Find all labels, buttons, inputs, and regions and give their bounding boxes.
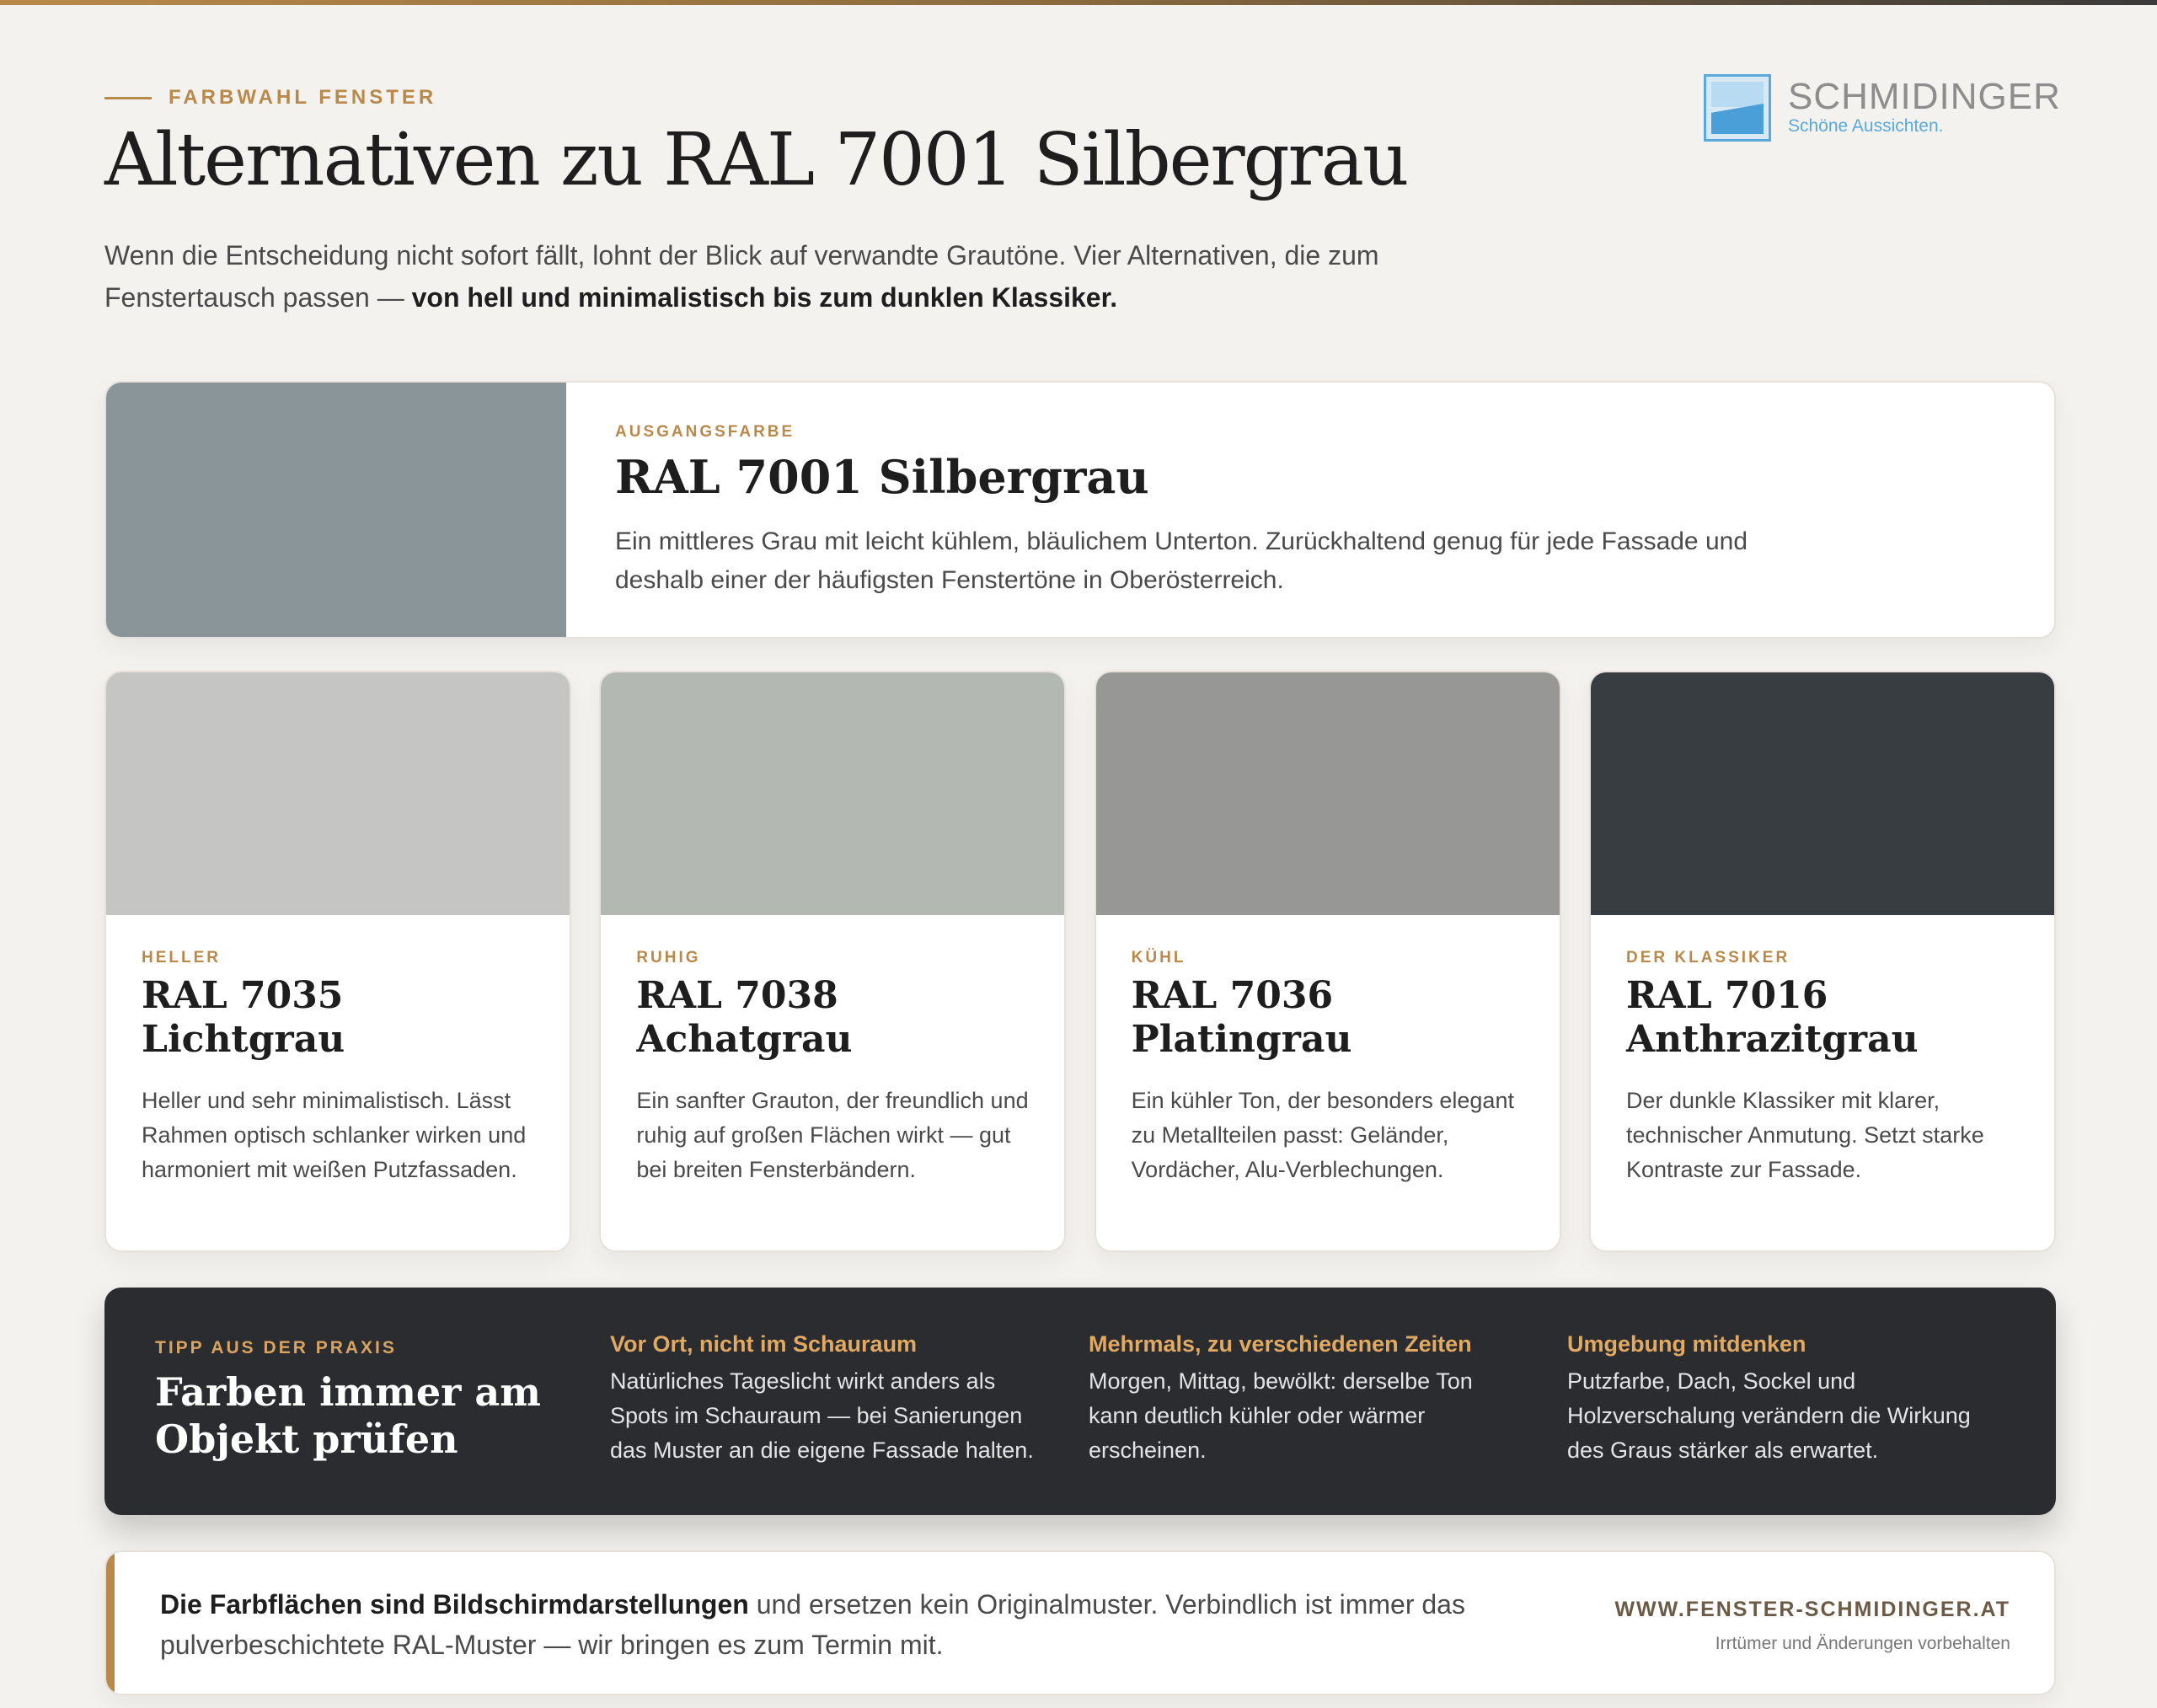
tip-header: [155, 1338, 576, 1463]
alternative-code: RAL 7035: [142, 974, 344, 1017]
alternative-name: Anthrazitgrau: [1625, 1018, 1919, 1061]
alternative-label: HELLER: [142, 949, 221, 966]
eyebrow: FARBWAHL FENSTER: [169, 86, 437, 109]
alternative-name: Achatgrau: [636, 1018, 853, 1061]
base-color-label: AUSGANGSFARBE: [615, 423, 795, 441]
alternative-name: Platingrau: [1131, 1018, 1352, 1061]
alternative-body: [1591, 915, 2054, 1187]
alternative-label: DER KLASSIKER: [1625, 949, 1790, 966]
base-color-body: [566, 383, 1860, 637]
color-swatch: [601, 672, 1064, 915]
alternative-name: Lichtgrau: [142, 1018, 345, 1061]
tip-item-title: Vor Ort, nicht im Schauraum: [610, 1331, 918, 1357]
tip-item-text: Natürliches Tageslicht wirkt anders als Spots im Schauraum — bei Sanierungen das Muster an die eigene Fassade halten.: [610, 1368, 1034, 1463]
eyebrow-row: [104, 86, 436, 110]
alternative-code: RAL 7036: [1131, 974, 1334, 1017]
tip-item: [1089, 1331, 1527, 1468]
logo-claim: Schöne Aussichten.: [1788, 116, 1944, 136]
alternative-card-7036: [1095, 671, 1561, 1252]
note-bold: Die Farbflächen sind Bildschirmdarstellungen: [160, 1589, 749, 1620]
alternative-card-7016: [1589, 671, 2056, 1252]
alternative-body: [601, 915, 1064, 1187]
window-logo-icon: [1704, 74, 1771, 142]
tip-label: TIPP AUS DER PRAXIS: [155, 1338, 397, 1357]
alternative-description: Der dunkle Klassiker mit klarer, technischer Anmutung. Setzt starke Kontraste zur Fassade.: [1625, 1088, 1984, 1182]
tip-panel: [104, 1288, 2056, 1515]
tip-item-text: Putzfarbe, Dach, Sockel und Holzverschalung verändern die Wirkung des Graus stärker als erwartet.: [1567, 1368, 1971, 1463]
eyebrow-line: [104, 97, 152, 99]
alternative-description: Heller und sehr minimalistisch. Lässt Rahmen optisch schlanker wirken und harmoniert mit weißen Putzfassaden.: [142, 1088, 527, 1182]
base-color-description: Ein mittleres Grau mit leicht kühlem, bläulichem Unterton. Zurückhaltend genug für jede Fassade und deshalb einer der häufigsten Fenstertöne in Oberösterreich.: [615, 527, 1748, 594]
alternative-description: Ein kühler Ton, der besonders elegant zu Metallteilen passt: Geländer, Vordächer, Alu-Verblechungen.: [1131, 1088, 1514, 1182]
top-accent-bar: [0, 0, 2157, 5]
alternative-title: [1132, 974, 1526, 1062]
legal-note: Irrtümer und Änderungen vorbehalten: [1715, 1634, 2010, 1653]
website-link[interactable]: WWW.FENSTER-SCHMIDINGER.AT: [1614, 1598, 2010, 1621]
base-color-swatch: [106, 383, 566, 637]
alternative-code: RAL 7016: [1625, 974, 1828, 1017]
logo-text: [1788, 78, 2061, 137]
intro-bold: von hell und minimalistisch bis zum dunklen Klassiker.: [411, 282, 1118, 313]
alternative-title: [1626, 974, 2021, 1062]
alternative-title: [636, 974, 1030, 1062]
tip-item-title: Mehrmals, zu verschiedenen Zeiten: [1089, 1331, 1472, 1357]
intro-text: [104, 234, 1436, 319]
intro-plain: Wenn die Entscheidung nicht sofort fällt, lohnt der Blick auf verwandte Grautöne. Vier Alternativen, die zum Fenstertausch passen —: [104, 240, 1379, 313]
logo-name: SCHMIDINGER: [1788, 76, 2061, 117]
base-color-name: RAL 7001 Silbergrau: [615, 450, 1149, 504]
alternative-body: [1096, 915, 1560, 1187]
tip-title: Farben immer am Objekt prüfen: [155, 1369, 541, 1462]
note-accent-bar: [106, 1552, 115, 1694]
note-text: [160, 1584, 1592, 1665]
color-swatch: [1591, 672, 2054, 915]
alternatives-grid: [104, 671, 2056, 1252]
page-title: Alternativen zu RAL 7001 Silbergrau: [104, 118, 1408, 202]
alternative-label: RUHIG: [636, 949, 701, 966]
tip-item-text: Morgen, Mittag, bewölkt: derselbe Ton kann deutlich kühler oder wärmer erscheinen.: [1089, 1368, 1473, 1463]
company-logo[interactable]: [1704, 74, 2061, 142]
color-swatch: [106, 672, 570, 915]
alternative-body: [106, 915, 570, 1187]
disclaimer-note: [104, 1550, 2056, 1695]
alternative-description: Ein sanfter Grauton, der freundlich und ruhig auf großen Flächen wirkt — gut bei breiten Fensterbändern.: [636, 1088, 1029, 1182]
color-swatch: [1096, 672, 1560, 915]
alternative-title: [142, 974, 536, 1062]
alternative-card-7038: [599, 671, 1066, 1252]
alternative-card-7035: [104, 671, 571, 1252]
tip-item: [610, 1331, 1048, 1468]
note-plain: und ersetzen kein Originalmuster. Verbindlich ist immer das pulverbeschichtete RAL-Muster — wir bringen es zum Termin mit.: [160, 1589, 1465, 1660]
alternative-label: KÜHL: [1131, 949, 1186, 966]
base-color-card: [104, 381, 2056, 639]
note-right: [1614, 1598, 2010, 1654]
alternative-code: RAL 7038: [636, 974, 838, 1017]
tip-item-title: Umgebung mitdenken: [1567, 1331, 1806, 1357]
tip-item: [1567, 1331, 2005, 1468]
